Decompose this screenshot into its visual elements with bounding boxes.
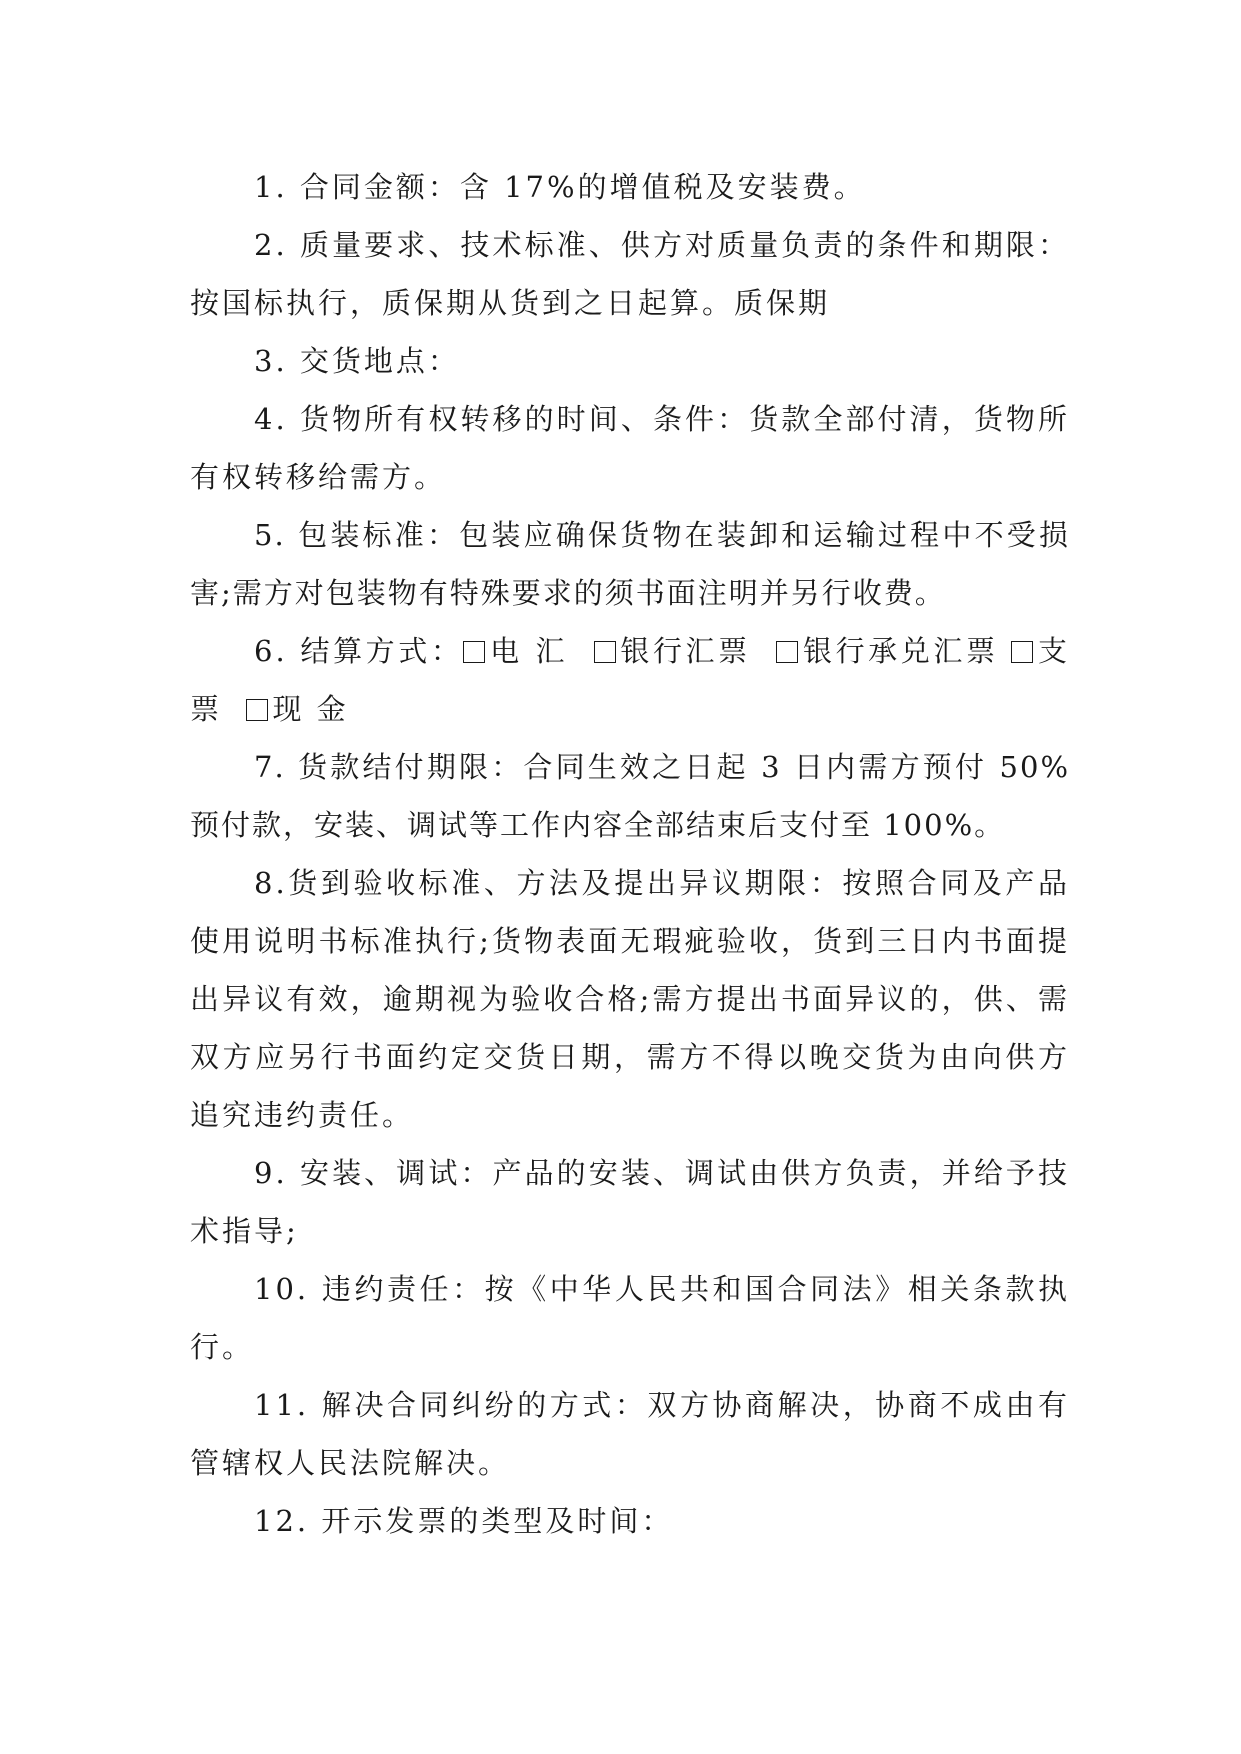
clause-8: 8.货到验收标准、方法及提出异议期限：按照合同及产品使用说明书标准执行;货物表面无瑕疵验收，货到三日内书面提出异议有效，逾期视为验收合格;需方提出书面异议的，供、需双方应另行书面约定交货日期，需方不得以晚交货为由向供方追究违约责任。 [190,866,1070,1132]
checkbox-icon[interactable] [246,699,268,721]
checkbox-icon[interactable] [1011,641,1033,663]
option-bank-acceptance: 银行承兑汇票 [802,634,999,668]
clause-7: 7. 货款结付期限：合同生效之日起 3 日内需方预付 50%预付款，安装、调试等工作内容全部结束后支付至 100%。 [190,750,1070,842]
checkbox-icon[interactable] [463,641,485,663]
clause-1: 1. 合同金额：含 17%的增值税及安装费。 [254,170,866,204]
clause-6-prefix: 6. 结算方式： [254,634,464,668]
checkbox-icon[interactable] [594,641,616,663]
clause-9: 9. 安装、调试：产品的安装、调试由供方负责，并给予技术指导; [190,1156,1070,1248]
clause-5: 5. 包装标准：包装应确保货物在装卸和运输过程中不受损害;需方对包装物有特殊要求的须书面注明并另行收费。 [190,518,1070,610]
option-cash: 现 金 [272,692,349,726]
clause-12: 12. 开示发票的类型及时间： [254,1504,674,1538]
option-bank-draft: 银行汇票 [619,634,751,668]
clause-10: 10. 违约责任：按《中华人民共和国合同法》相关条款执行。 [190,1272,1070,1364]
clause-3: 3. 交货地点： [254,344,460,378]
clause-2: 2. 质量要求、技术标准、供方对质量负责的条件和期限：按国标执行，质保期从货到之日起算。质保期 [190,228,1070,320]
contract-clauses [190,158,1070,1550]
option-wire-transfer: 电 汇 [489,634,569,668]
clause-4: 4. 货物所有权转移的时间、条件：货款全部付清，货物所有权转移给需方。 [190,402,1070,494]
option-check: 支 票 [190,634,1071,726]
clause-11: 11. 解决合同纠纷的方式：双方协商解决，协商不成由有管辖权人民法院解决。 [190,1388,1070,1480]
checkbox-icon[interactable] [776,641,798,663]
clause-6 [190,622,1070,738]
